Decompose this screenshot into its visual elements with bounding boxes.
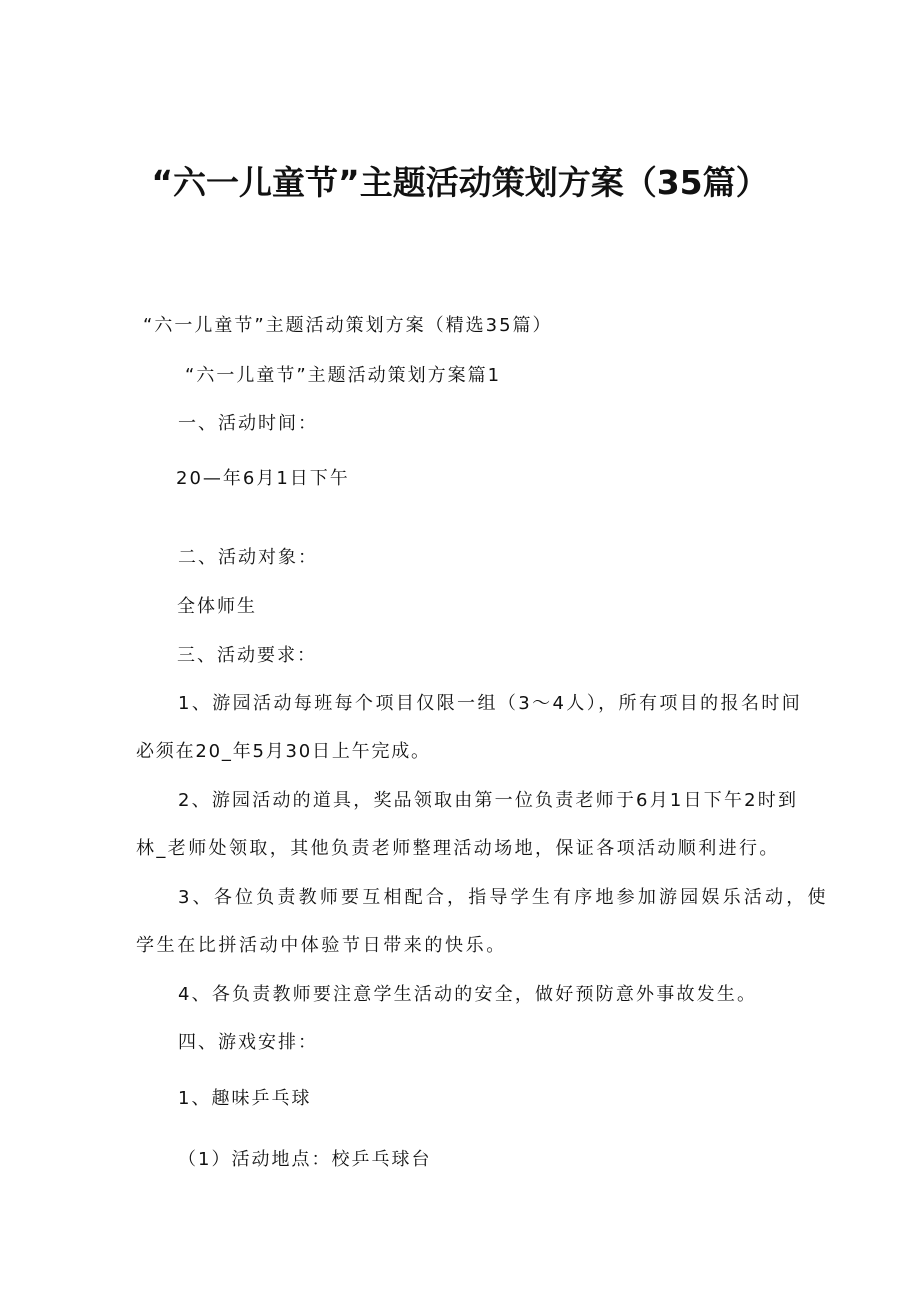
requirement-2-line-2: 林_老师处领取，其他负责老师整理活动场地，保证各项活动顺利进行。 (136, 838, 780, 859)
heading-activity-requirements: 三、活动要求： (177, 645, 317, 666)
activity-target-value: 全体师生 (177, 596, 257, 617)
document-subtitle: “六一儿童节”主题活动策划方案（精选35篇） (143, 315, 553, 336)
requirement-3-line-2: 学生在比拼活动中体验节日带来的快乐。 (136, 935, 507, 956)
requirement-2-line-1: 2、游园活动的道具，奖品领取由第一位负责老师于6月1日下午2时到 (178, 790, 799, 811)
heading-game-arrangement: 四、游戏安排： (178, 1032, 318, 1053)
document-title: “六一儿童节”主题活动策划方案（35篇） (151, 163, 769, 202)
requirement-4: 4、各负责教师要注意学生活动的安全，做好预防意外事故发生。 (178, 984, 758, 1005)
requirement-1-line-1: 1、游园活动每班每个项目仅限一组（3～4人），所有项目的报名时间 (178, 693, 803, 714)
heading-activity-time: 一、活动时间： (178, 413, 318, 434)
game-1-title: 1、趣味乒乓球 (178, 1088, 312, 1109)
heading-activity-target: 二、活动对象： (178, 547, 318, 568)
game-1-location: （1）活动地点：校乒乓球台 (178, 1149, 432, 1170)
requirement-3-line-1: 3、各位负责教师要互相配合，指导学生有序地参加游园娱乐活动，使 (178, 887, 829, 908)
section-heading: “六一儿童节”主题活动策划方案篇1 (185, 365, 502, 386)
activity-time-value: 20—年6月1日下午 (176, 468, 350, 489)
requirement-1-line-2: 必须在20_年5月30日上午完成。 (136, 741, 431, 762)
